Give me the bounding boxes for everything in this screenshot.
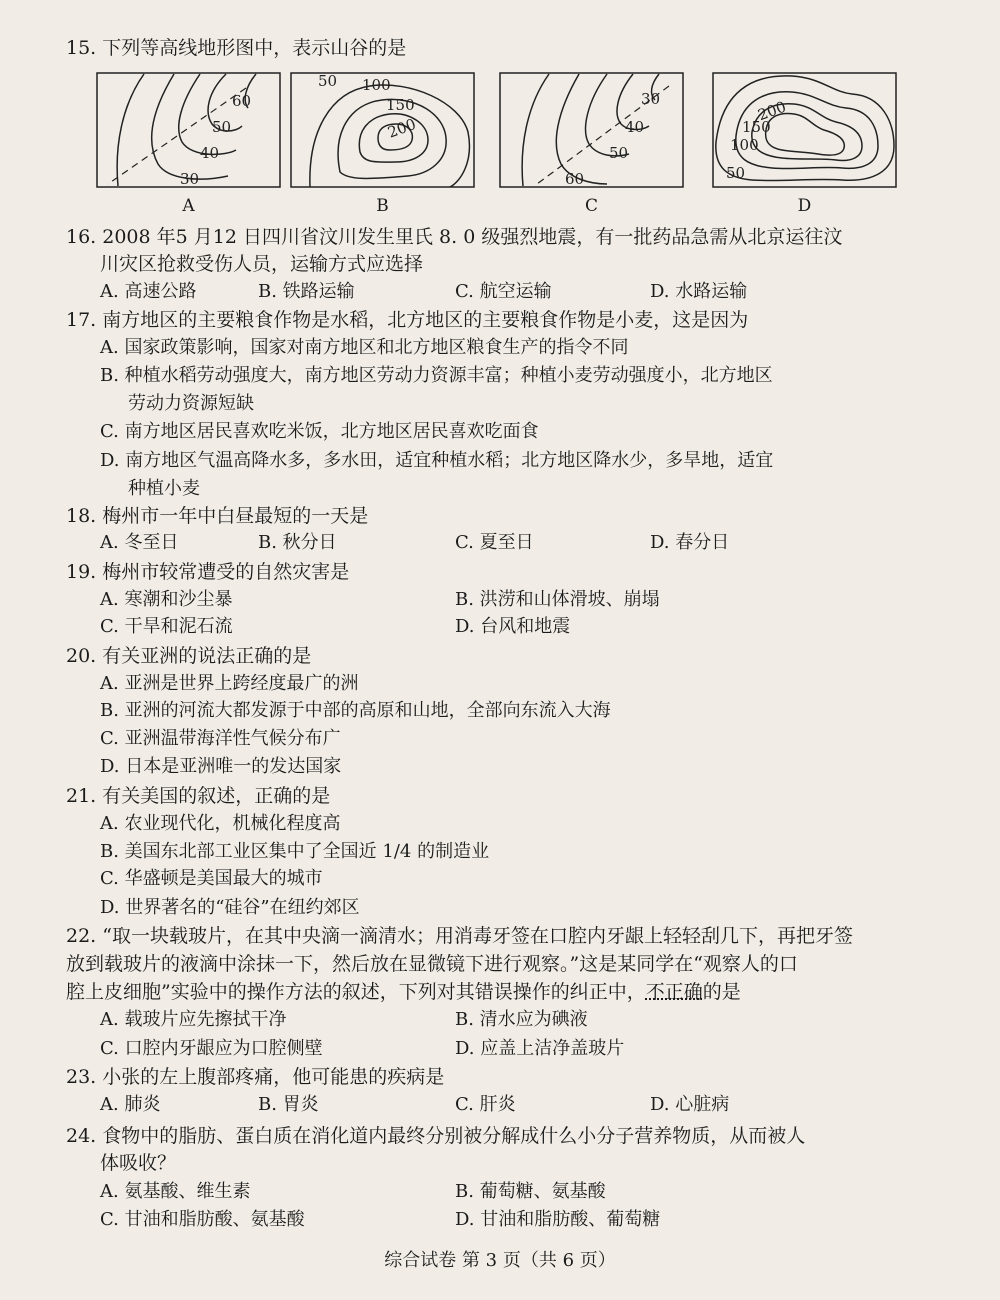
contour-a-label-30: 30 [180,170,200,188]
q17-option-d-line1: D. 南方地区气温高降水多，多水田，适宜种植水稻；北方地区降水少，多旱地，适宜 [100,450,774,471]
question-16-stem-line2: 川灾区抢救受伤人员，运输方式应选择 [100,253,424,275]
question-24-stem-line2: 体吸收？ [100,1152,177,1174]
question-24-stem-line1: 24. 食物中的脂肪、蛋白质在消化道内最终分别被分解成什么小分子营养物质，从而被人 [66,1125,806,1147]
q20-option-b: B. 亚洲的河流大都发源于中部的高原和山地，全部向东流入大海 [100,700,611,721]
contour-c-label-30: 30 [641,90,661,108]
q21-option-b: B. 美国东北部工业区集中了全国近 1/4 的制造业 [100,841,490,862]
q16-option-b: B. 铁路运输 [258,281,355,302]
question-22-stem-line1: 22. “取一块载玻片，在其中央滴一滴清水；用消毒牙签在口腔内牙龈上轻轻刮几下，再把牙签 [66,925,853,947]
q20-option-a: A. 亚洲是世界上跨经度最广的洲 [100,673,359,694]
q20-option-d: D. 日本是亚洲唯一的发达国家 [100,756,342,777]
figure-label-c: C [584,196,598,216]
question-18-stem: 18. 梅州市一年中白昼最短的一天是 [66,505,369,527]
contour-figures [96,72,912,217]
q22-option-a: A. 载玻片应先擦拭干净 [100,1009,287,1030]
q16-option-c: C. 航空运输 [455,281,552,302]
q24-option-d: D. 甘油和脂肪酸、葡萄糖 [455,1209,661,1230]
question-22-stem-line2: 放到载玻片的液滴中涂抹一下，然后放在显微镜下进行观察。”这是某同学在“观察人的口 [66,953,798,975]
q21-option-a: A. 农业现代化，机械化程度高 [100,813,341,834]
contour-d-label-150: 150 [742,118,771,136]
figure-label-d: D [797,196,812,216]
contour-d-label-100: 100 [730,136,759,154]
page-footer: 综合试卷 第 3 页（共 6 页） [384,1250,616,1271]
contour-a-label-60: 60 [232,92,252,110]
contour-d-label-50: 50 [726,164,746,182]
contour-a-label-50: 50 [212,118,232,136]
q21-option-d: D. 世界著名的“硅谷”在纽约郊区 [100,897,360,918]
q22-stem3-part3: 的是 [702,981,741,1003]
q17-option-c: C. 南方地区居民喜欢吃米饭，北方地区居民喜欢吃面食 [100,421,539,442]
question-15-stem: 15. 下列等高线地形图中，表示山谷的是 [66,37,407,59]
question-16-stem-line1: 16. 2008 年5 月12 日四川省汶川发生里氏 8. 0 级强烈地震，有一批药品急需从北京运往汶 [66,226,843,248]
contour-figure-b [290,72,475,188]
q22-stem3-emphasis: 不正确 [645,981,703,1003]
q22-option-b: B. 清水应为碘液 [455,1009,588,1030]
q19-option-b: B. 洪涝和山体滑坡、崩塌 [455,589,660,610]
contour-c-label-40: 40 [625,118,645,136]
q22-option-d: D. 应盖上洁净盖玻片 [455,1038,625,1059]
question-17-stem: 17. 南方地区的主要粮食作物是水稻，北方地区的主要粮食作物是小麦，这是因为 [66,309,749,331]
q16-option-d: D. 水路运输 [650,281,748,302]
q23-option-c: C. 肝炎 [455,1094,516,1115]
contour-a-label-40: 40 [200,144,220,162]
question-23-stem: 23. 小张的左上腹部疼痛，他可能患的疾病是 [66,1066,445,1088]
q17-option-b-line2: 劳动力资源短缺 [128,393,254,414]
q24-option-b: B. 葡萄糖、氨基酸 [455,1181,606,1202]
contour-figure-d [712,72,897,188]
contour-d-label-200: 200 [755,97,789,125]
question-19-stem: 19. 梅州市较常遭受的自然灾害是 [66,561,350,583]
q19-option-d: D. 台风和地震 [455,616,571,637]
q23-option-d: D. 心脏病 [650,1094,730,1115]
q17-option-a: A. 国家政策影响，国家对南方地区和北方地区粮食生产的指令不同 [100,337,629,358]
q17-option-b-line1: B. 种植水稻劳动强度大，南方地区劳动力资源丰富；种植小麦劳动强度小，北方地区 [100,365,773,386]
figure-label-a: A [182,196,195,216]
q16-option-a: A. 高速公路 [100,281,197,302]
q23-option-a: A. 肺炎 [100,1094,161,1115]
q21-option-c: C. 华盛顿是美国最大的城市 [100,868,323,889]
figure-label-b: B [376,196,389,216]
question-20-stem: 20. 有关亚洲的说法正确的是 [66,645,312,667]
contour-figure-a [96,72,281,188]
q24-option-a: A. 氨基酸、维生素 [100,1181,251,1202]
contour-figure-c [499,72,684,188]
q18-option-c: C. 夏至日 [455,532,534,553]
q18-option-b: B. 秋分日 [258,532,337,553]
question-22-stem-line3 [66,980,741,1005]
question-21-stem: 21. 有关美国的叙述，正确的是 [66,785,331,807]
contour-b-label-200: 200 [385,114,419,142]
contour-b-label-150: 150 [386,96,415,114]
q17-option-d-line2: 种植小麦 [128,478,200,499]
q22-stem3-part1: 腔上皮细胞”实验中的操作方法的叙述，下列对其错误操作的纠正中， [66,981,646,1003]
q22-option-c: C. 口腔内牙龈应为口腔侧壁 [100,1038,323,1059]
contour-b-label-50: 50 [318,72,338,90]
q19-option-a: A. 寒潮和沙尘暴 [100,589,233,610]
q18-option-d: D. 春分日 [650,532,730,553]
contour-b-label-100: 100 [362,76,391,94]
q23-option-b: B. 胃炎 [258,1094,319,1115]
q18-option-a: A. 冬至日 [100,532,179,553]
contour-c-label-60: 60 [565,170,585,188]
contour-c-label-50: 50 [609,144,629,162]
q20-option-c: C. 亚洲温带海洋性气候分布广 [100,728,341,749]
q19-option-c: C. 干旱和泥石流 [100,616,233,637]
q24-option-c: C. 甘油和脂肪酸、氨基酸 [100,1209,305,1230]
